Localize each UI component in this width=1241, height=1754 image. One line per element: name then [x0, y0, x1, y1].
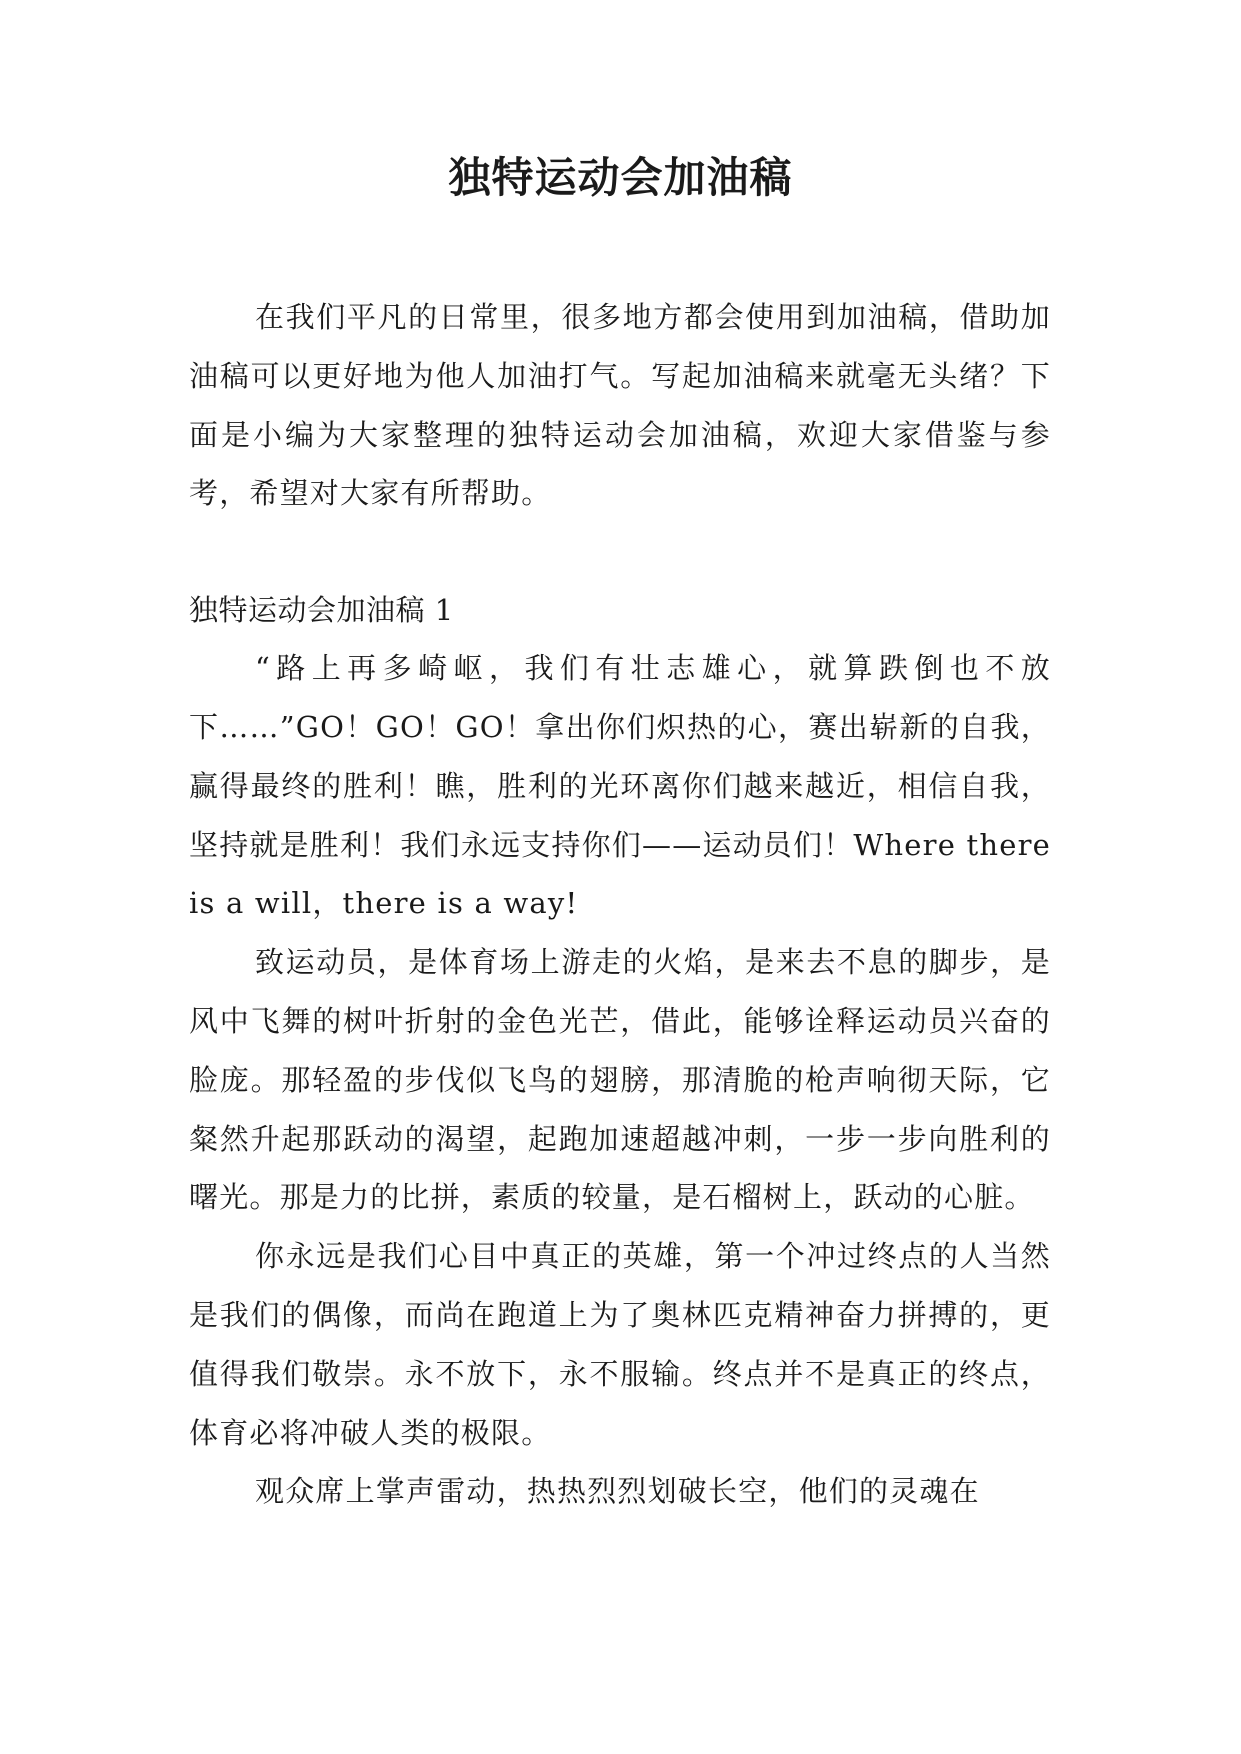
intro-paragraph: 在我们平凡的日常里，很多地方都会使用到加油稿，借助加油稿可以更好地为他人加油打气。写起加油稿来就毫无头绪？下面是小编为大家整理的独特运动会加油稿，欢迎大家借鉴与参考，希望对大家有所帮助。 [189, 300, 1051, 511]
section-spacer [189, 523, 1051, 581]
body-paragraph-3: 你永远是我们心目中真正的英雄，第一个冲过终点的人当然是我们的偶像，而尚在跑道上为了奥林匹克精神奋力拼搏的，更值得我们敬崇。永不放下，永不服输。终点并不是真正的终点，体育必将冲破人类的极限。 [189, 1239, 1051, 1450]
document-body [189, 288, 1051, 1521]
section-heading: 独特运动会加油稿 1 [189, 593, 454, 628]
body-paragraph-1: “路上再多崎岖，我们有壮志雄心，就算跌倒也不放下……”GO！GO！GO！拿出你们炽热的心，赛出崭新的自我，赢得最终的胜利！瞧，胜利的光环离你们越来越近，相信自我，坚持就是胜利！我们永远支持你们——运动员们！Where there is a will，there is a way! [189, 651, 1052, 921]
body-paragraph-2: 致运动员，是体育场上游走的火焰，是来去不息的脚步，是风中飞舞的树叶折射的金色光芒，借此，能够诠释运动员兴奋的脸庞。那轻盈的步伐似飞鸟的翅膀，那清脆的枪声响彻天际，它粲然升起那跃动的渴望，起跑加速超越冲刺，一步一步向胜利的曙光。那是力的比拼，素质的较量，是石榴树上，跃动的心脏。 [189, 945, 1051, 1215]
body-paragraph-4: 观众席上掌声雷动，热热烈烈划破长空，他们的灵魂在 [255, 1474, 980, 1509]
document-title: 独特运动会加油稿 [448, 153, 793, 202]
